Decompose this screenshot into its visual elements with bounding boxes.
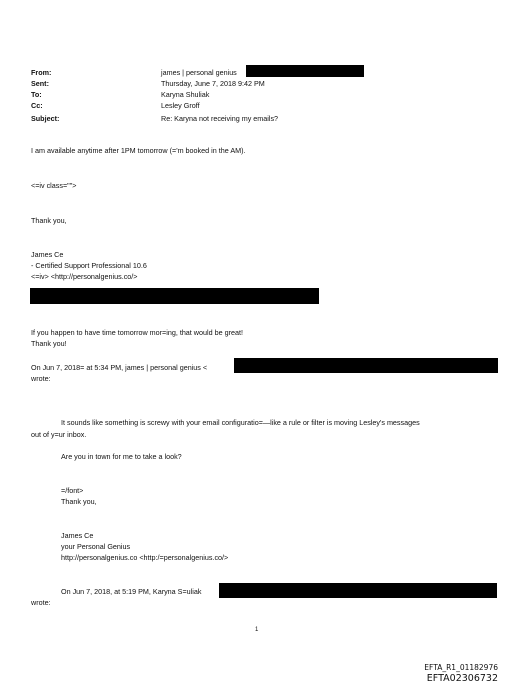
quote-wrote: wrote: [31, 374, 51, 383]
sent-value: Thursday, June 7, 2018 9:42 PM [161, 79, 265, 88]
quote-header: On Jun 7, 2018= at 5:34 PM, james | personal genius < [31, 363, 208, 372]
signature-link[interactable]: <=iv> <http://personalgenius.co/> [31, 272, 138, 281]
quote-header: On Jun 7, 2018, at 5:19 PM, Karyna S=uliak [61, 587, 202, 596]
redaction-box [219, 583, 497, 598]
body-line: Thank you, [61, 497, 97, 506]
sent-label: Sent: [31, 79, 49, 88]
document-reference: EFTA02306732 [426, 673, 498, 684]
body-line: out of y=ur inbox. [31, 430, 87, 439]
from-label: From: [31, 68, 52, 77]
to-label: To: [31, 90, 42, 99]
cc-label: Cc: [31, 101, 43, 110]
page-number: 1 [255, 627, 259, 633]
cc-value: Lesley Groff [161, 101, 200, 110]
signature-title: - Certified Support Professional 10.6 [31, 261, 147, 270]
signature-name: James Ce [31, 250, 64, 259]
body-line: Are you in town for me to take a look? [61, 452, 182, 461]
redaction-box [30, 288, 319, 304]
body-line: It sounds like something is screwy with your email configuratio=—like a rule or filter is moving Lesley's messages [61, 418, 420, 427]
signature-title: your Personal Genius [61, 542, 131, 551]
body-line: <=iv class=""> [31, 181, 77, 190]
from-value: james | personal genius [161, 68, 237, 77]
redaction-box [246, 65, 364, 77]
document-reference: EFTA_R1_01182976 [424, 663, 498, 672]
redaction-box [234, 358, 498, 373]
body-line: Thank you! [31, 339, 67, 348]
signature-name: James Ce [61, 531, 94, 540]
body-line: Thank you, [31, 216, 67, 225]
body-line: =/font> [61, 486, 84, 495]
signature-link[interactable]: http://personalgenius.co <http:/=personalgenius.co/> [61, 553, 229, 562]
subject-label: Subject: [31, 114, 60, 123]
subject-value: Re: Karyna not receiving my emails? [161, 114, 279, 123]
body-line: I am available anytime after 1PM tomorrow (='m booked in the AM). [31, 146, 246, 155]
to-value: Karyna Shuliak [161, 90, 210, 99]
quote-wrote: wrote: [31, 598, 51, 607]
body-line: If you happen to have time tomorrow mor=ing, that would be great! [31, 328, 243, 337]
